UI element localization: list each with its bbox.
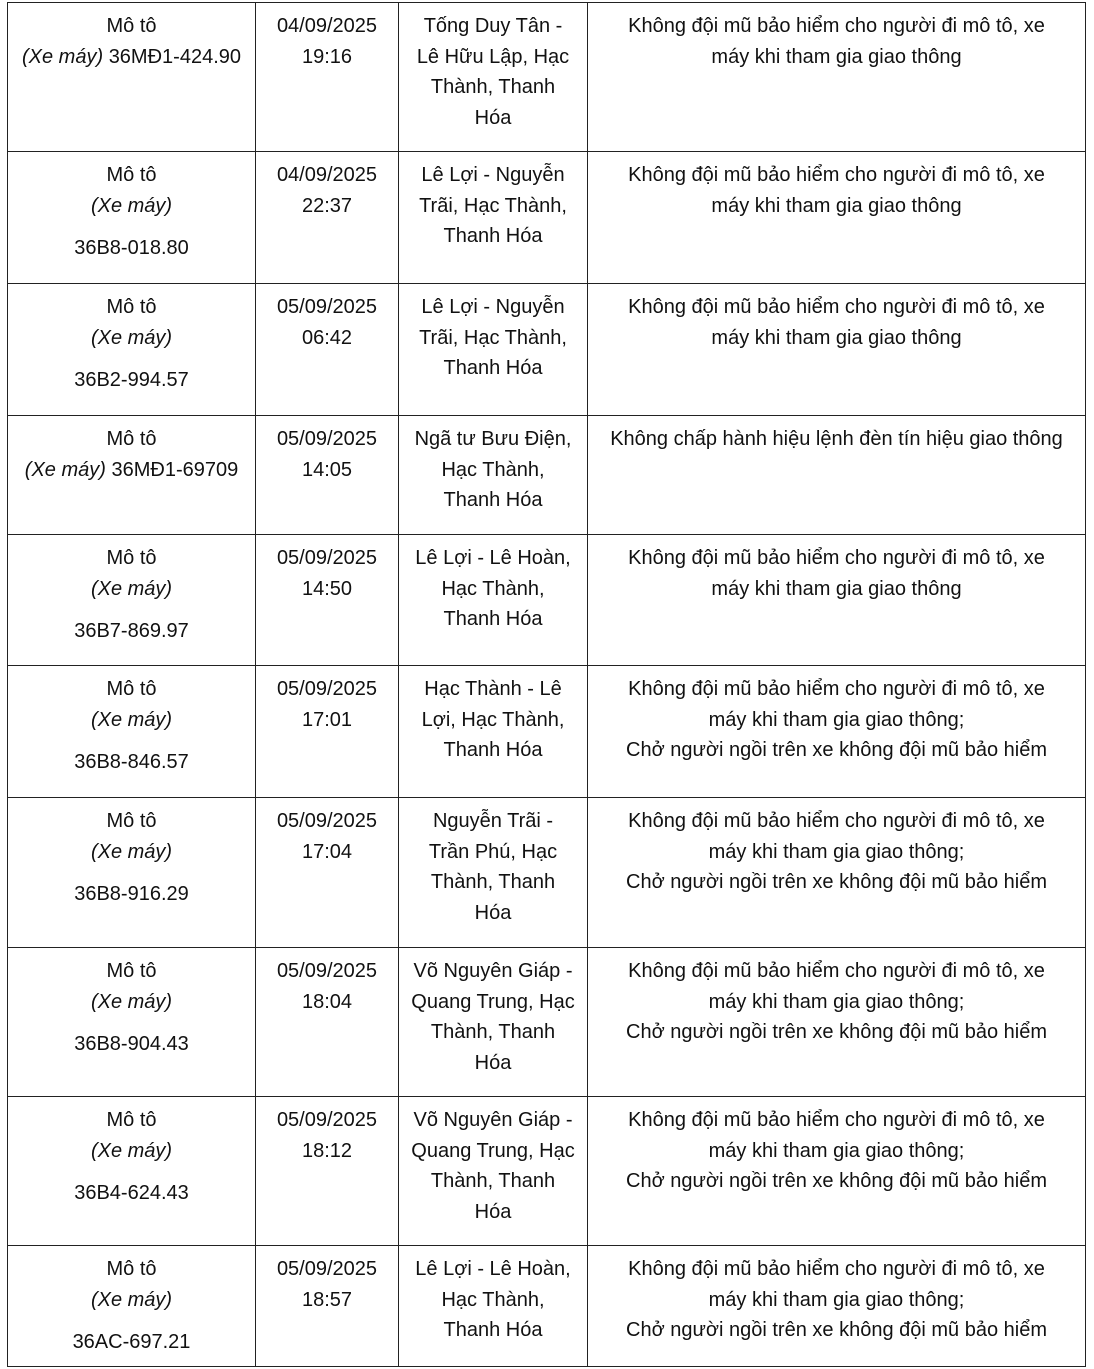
vehicle-subtype: (Xe máy) bbox=[90, 1139, 173, 1162]
vehicle-subtype: (Xe máy) bbox=[90, 990, 173, 1013]
vehicle-cell bbox=[8, 1246, 256, 1367]
location-line: Võ Nguyên Giáp - bbox=[413, 960, 573, 982]
vehicle-cell bbox=[8, 1097, 256, 1246]
violation-line: máy khi tham gia giao thông; bbox=[708, 990, 965, 1013]
location-line: Hạc Thành, bbox=[441, 1288, 545, 1311]
spacer bbox=[12, 1166, 251, 1178]
violation-time: 17:04 bbox=[301, 840, 353, 863]
violations-table bbox=[7, 2, 1086, 1367]
vehicle-type: Mô tô bbox=[106, 296, 157, 318]
violation-line: Không đội mũ bảo hiểm cho người đi mô tô, xe bbox=[628, 296, 1045, 318]
datetime-cell bbox=[256, 284, 399, 416]
spacer bbox=[12, 1017, 251, 1029]
violation-line: Chở người ngồi trên xe không đội mũ bảo hiểm bbox=[626, 739, 1047, 761]
location-line: Lê Lợi - Lê Hoàn, bbox=[415, 547, 571, 569]
violation-date: 05/09/2025 bbox=[276, 428, 378, 450]
vehicle-subtype: (Xe máy) bbox=[90, 577, 173, 600]
location-line: Hóa bbox=[474, 1200, 512, 1223]
violation-date: 04/09/2025 bbox=[276, 15, 378, 37]
location-line: Hạc Thành, bbox=[441, 577, 545, 600]
vehicle-type: Mô tô bbox=[106, 1258, 157, 1280]
table-row bbox=[8, 1246, 1086, 1367]
datetime-cell bbox=[256, 1246, 399, 1367]
location-line: Lê Lợi - Nguyễn bbox=[421, 296, 565, 318]
location-line: Thanh Hóa bbox=[443, 225, 543, 247]
location-cell bbox=[399, 948, 588, 1097]
location-line: Thanh Hóa bbox=[443, 739, 543, 761]
spacer bbox=[12, 353, 251, 365]
location-line: Thành, Thanh bbox=[430, 871, 556, 893]
violation-line: máy khi tham gia giao thông; bbox=[708, 1139, 965, 1162]
violation-date: 05/09/2025 bbox=[276, 810, 378, 832]
license-plate: 36AC-697.21 bbox=[72, 1331, 191, 1353]
vehicle-type: Mô tô bbox=[106, 547, 157, 569]
vehicle-subtype: (Xe máy) bbox=[22, 45, 104, 68]
violation-line: Không đội mũ bảo hiểm cho người đi mô tô, xe bbox=[628, 960, 1045, 982]
vehicle-type: Mô tô bbox=[106, 428, 157, 450]
vehicle-type: Mô tô bbox=[106, 810, 157, 832]
location-line: Thanh Hóa bbox=[443, 608, 543, 630]
vehicle-cell bbox=[8, 535, 256, 666]
location-line: Thành, Thanh bbox=[430, 76, 556, 98]
violation-cell bbox=[588, 1246, 1086, 1367]
datetime-cell bbox=[256, 535, 399, 666]
location-line: Võ Nguyên Giáp - bbox=[413, 1109, 573, 1131]
vehicle-cell bbox=[8, 152, 256, 284]
location-line: Hóa bbox=[474, 901, 512, 924]
location-cell bbox=[399, 152, 588, 284]
violation-line: Không chấp hành hiệu lệnh đèn tín hiệu giao thông bbox=[610, 428, 1063, 450]
location-line: Hạc Thành - Lê bbox=[424, 678, 562, 700]
vehicle-cell bbox=[8, 948, 256, 1097]
location-line: Lê Lợi - Nguyễn bbox=[421, 164, 565, 186]
spacer bbox=[12, 1315, 251, 1327]
location-line: Lê Hữu Lập, Hạc bbox=[416, 45, 570, 68]
license-plate: 36B2-994.57 bbox=[74, 369, 189, 391]
violation-cell bbox=[588, 416, 1086, 535]
violation-time: 18:57 bbox=[301, 1288, 353, 1311]
violation-date: 05/09/2025 bbox=[276, 678, 378, 700]
violation-time: 06:42 bbox=[301, 326, 353, 349]
vehicle-cell bbox=[8, 798, 256, 948]
spacer bbox=[12, 604, 251, 616]
location-line: Thanh Hóa bbox=[443, 1319, 543, 1341]
violation-cell bbox=[588, 666, 1086, 798]
violation-cell bbox=[588, 284, 1086, 416]
violation-date: 05/09/2025 bbox=[276, 296, 378, 318]
table-row bbox=[8, 1097, 1086, 1246]
violation-line: Chở người ngồi trên xe không đội mũ bảo hiểm bbox=[626, 1170, 1047, 1192]
violation-time: 18:04 bbox=[301, 990, 353, 1013]
vehicle-cell bbox=[8, 416, 256, 535]
license-plate: 36B7-869.97 bbox=[74, 620, 189, 642]
spacer bbox=[12, 221, 251, 233]
location-line: Lợi, Hạc Thành, bbox=[421, 708, 565, 731]
violation-line: Chở người ngồi trên xe không đội mũ bảo hiểm bbox=[626, 1021, 1047, 1043]
violation-time: 14:50 bbox=[301, 577, 353, 600]
license-plate: 36B8-018.80 bbox=[74, 237, 189, 259]
license-plate: 36MĐ1-69709 bbox=[111, 458, 239, 481]
spacer bbox=[12, 735, 251, 747]
table-row bbox=[8, 416, 1086, 535]
vehicle-sub-line bbox=[12, 42, 251, 73]
violation-line: Chở người ngồi trên xe không đội mũ bảo hiểm bbox=[626, 1319, 1047, 1341]
location-line: Hóa bbox=[474, 106, 512, 129]
vehicle-type: Mô tô bbox=[106, 1109, 157, 1131]
violation-cell bbox=[588, 152, 1086, 284]
spacer bbox=[12, 867, 251, 879]
violation-line: máy khi tham gia giao thông; bbox=[708, 840, 965, 863]
table-row bbox=[8, 152, 1086, 284]
violation-cell bbox=[588, 535, 1086, 666]
violations-table-body bbox=[8, 3, 1086, 1367]
vehicle-subtype: (Xe máy) bbox=[90, 840, 173, 863]
table-row bbox=[8, 535, 1086, 666]
vehicle-subtype: (Xe máy) bbox=[24, 458, 106, 481]
vehicle-type: Mô tô bbox=[106, 678, 157, 700]
violation-line: Không đội mũ bảo hiểm cho người đi mô tô, xe bbox=[628, 1258, 1045, 1280]
violation-line: Chở người ngồi trên xe không đội mũ bảo hiểm bbox=[626, 871, 1047, 893]
violation-line: máy khi tham gia giao thông; bbox=[708, 708, 965, 731]
location-line: Quang Trung, Hạc bbox=[411, 990, 575, 1013]
location-line: Hóa bbox=[474, 1051, 512, 1074]
violation-line: Không đội mũ bảo hiểm cho người đi mô tô, xe bbox=[628, 15, 1045, 37]
location-line: Trần Phú, Hạc bbox=[428, 840, 558, 863]
location-line: Quang Trung, Hạc bbox=[411, 1139, 575, 1162]
vehicle-type: Mô tô bbox=[106, 15, 157, 37]
violation-cell bbox=[588, 798, 1086, 948]
vehicle-cell bbox=[8, 666, 256, 798]
location-cell bbox=[399, 416, 588, 535]
vehicle-type: Mô tô bbox=[106, 960, 157, 982]
location-line: Lê Lợi - Lê Hoàn, bbox=[415, 1258, 571, 1280]
location-line: Thanh Hóa bbox=[443, 357, 543, 379]
violation-cell bbox=[588, 948, 1086, 1097]
violation-time: 19:16 bbox=[301, 45, 353, 68]
vehicle-cell bbox=[8, 3, 256, 152]
violation-time: 17:01 bbox=[301, 708, 353, 731]
location-cell bbox=[399, 798, 588, 948]
datetime-cell bbox=[256, 798, 399, 948]
license-plate: 36B8-904.43 bbox=[74, 1033, 189, 1055]
violation-line: máy khi tham gia giao thông bbox=[711, 45, 962, 68]
license-plate: 36B8-916.29 bbox=[74, 883, 189, 905]
violation-time: 14:05 bbox=[301, 458, 353, 481]
violation-date: 05/09/2025 bbox=[276, 1258, 378, 1280]
datetime-cell bbox=[256, 666, 399, 798]
violation-time: 18:12 bbox=[301, 1139, 353, 1162]
location-cell bbox=[399, 1246, 588, 1367]
violation-line: Không đội mũ bảo hiểm cho người đi mô tô, xe bbox=[628, 1109, 1045, 1131]
location-cell bbox=[399, 1097, 588, 1246]
violation-cell bbox=[588, 3, 1086, 152]
violation-date: 05/09/2025 bbox=[276, 547, 378, 569]
datetime-cell bbox=[256, 3, 399, 152]
violation-time: 22:37 bbox=[301, 194, 353, 217]
violation-line: máy khi tham gia giao thông; bbox=[708, 1288, 965, 1311]
location-line: Trãi, Hạc Thành, bbox=[419, 194, 567, 217]
table-row bbox=[8, 948, 1086, 1097]
violation-line: máy khi tham gia giao thông bbox=[711, 326, 962, 349]
location-line: Ngã tư Bưu Điện, bbox=[414, 428, 572, 450]
table-row bbox=[8, 798, 1086, 948]
violation-line: Không đội mũ bảo hiểm cho người đi mô tô, xe bbox=[628, 678, 1045, 700]
vehicle-cell bbox=[8, 284, 256, 416]
location-cell bbox=[399, 535, 588, 666]
violation-line: Không đội mũ bảo hiểm cho người đi mô tô, xe bbox=[628, 547, 1045, 569]
violation-date: 05/09/2025 bbox=[276, 960, 378, 982]
vehicle-subtype: (Xe máy) bbox=[90, 326, 173, 349]
datetime-cell bbox=[256, 948, 399, 1097]
table-row bbox=[8, 3, 1086, 152]
license-plate: 36B4-624.43 bbox=[74, 1182, 189, 1204]
vehicle-subtype: (Xe máy) bbox=[90, 194, 173, 217]
license-plate: 36B8-846.57 bbox=[74, 751, 189, 773]
table-row bbox=[8, 284, 1086, 416]
datetime-cell bbox=[256, 416, 399, 535]
datetime-cell bbox=[256, 152, 399, 284]
vehicle-sub-line bbox=[12, 455, 251, 486]
location-cell bbox=[399, 284, 588, 416]
location-line: Thanh Hóa bbox=[443, 489, 543, 511]
location-line: Tống Duy Tân - bbox=[423, 15, 563, 37]
violation-line: Không đội mũ bảo hiểm cho người đi mô tô, xe bbox=[628, 810, 1045, 832]
vehicle-subtype: (Xe máy) bbox=[90, 1288, 173, 1311]
location-line: Trãi, Hạc Thành, bbox=[419, 326, 567, 349]
license-plate: 36MĐ1-424.90 bbox=[108, 45, 241, 68]
location-cell bbox=[399, 3, 588, 152]
violation-date: 04/09/2025 bbox=[276, 164, 378, 186]
vehicle-subtype: (Xe máy) bbox=[90, 708, 173, 731]
location-line: Thành, Thanh bbox=[430, 1021, 556, 1043]
violation-line: máy khi tham gia giao thông bbox=[711, 194, 962, 217]
violation-line: máy khi tham gia giao thông bbox=[711, 577, 962, 600]
vehicle-type: Mô tô bbox=[106, 164, 157, 186]
location-line: Hạc Thành, bbox=[441, 458, 545, 481]
table-row bbox=[8, 666, 1086, 798]
violation-date: 05/09/2025 bbox=[276, 1109, 378, 1131]
location-cell bbox=[399, 666, 588, 798]
violation-line: Không đội mũ bảo hiểm cho người đi mô tô, xe bbox=[628, 164, 1045, 186]
datetime-cell bbox=[256, 1097, 399, 1246]
violation-cell bbox=[588, 1097, 1086, 1246]
location-line: Nguyễn Trãi - bbox=[432, 810, 554, 832]
location-line: Thành, Thanh bbox=[430, 1170, 556, 1192]
